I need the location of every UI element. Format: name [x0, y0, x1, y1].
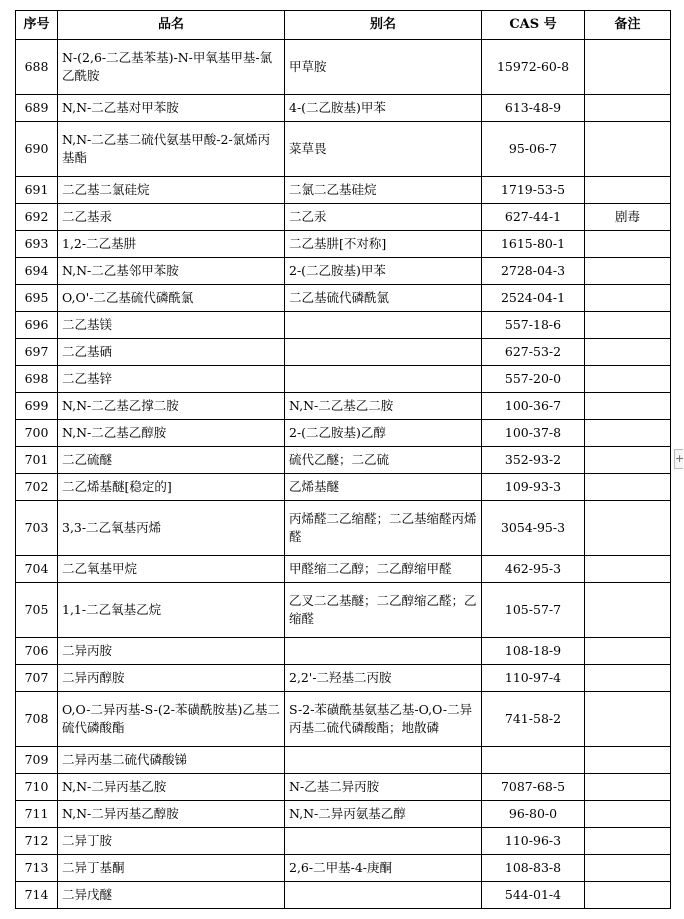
cell-alias — [285, 366, 482, 393]
cell-cas: 15972-60-8 — [482, 40, 585, 95]
cell-cas: 741-58-2 — [482, 692, 585, 747]
cell-note — [585, 122, 671, 177]
cell-alias: 2,2'-二羟基二丙胺 — [285, 665, 482, 692]
cell-no: 711 — [16, 801, 58, 828]
cell-note — [585, 774, 671, 801]
cell-note — [585, 40, 671, 95]
cell-cas: 110-96-3 — [482, 828, 585, 855]
table-row — [16, 583, 671, 638]
cell-alias: 菜草畏 — [285, 122, 482, 177]
cell-alias: 二乙基硫代磷酰氯 — [285, 285, 482, 312]
cell-note — [585, 801, 671, 828]
cell-alias: 2,6-二甲基-4-庚酮 — [285, 855, 482, 882]
cell-name: 二异丙醇胺 — [58, 665, 285, 692]
table-row — [16, 665, 671, 692]
cell-note — [585, 583, 671, 638]
cell-name: 二乙基硒 — [58, 339, 285, 366]
cell-alias: 丙烯醛二乙缩醛；二乙基缩醛丙烯醛 — [285, 501, 482, 556]
cell-cas: 3054-95-3 — [482, 501, 585, 556]
cell-note — [585, 95, 671, 122]
cell-no: 704 — [16, 556, 58, 583]
cell-name: O,O-二异丙基-S-(2-苯磺酰胺基)乙基二硫代磷酸酯 — [58, 692, 285, 747]
cell-note — [585, 828, 671, 855]
table-row — [16, 501, 671, 556]
cell-note — [585, 393, 671, 420]
cell-name: 二乙烯基醚[稳定的] — [58, 474, 285, 501]
table-row — [16, 692, 671, 747]
cell-no: 713 — [16, 855, 58, 882]
cell-note — [585, 638, 671, 665]
cell-name: 1,1-二乙氧基乙烷 — [58, 583, 285, 638]
table-row — [16, 122, 671, 177]
cell-cas: 2728-04-3 — [482, 258, 585, 285]
cell-no: 696 — [16, 312, 58, 339]
cell-name: 二乙基二氯硅烷 — [58, 177, 285, 204]
cell-name: 二异丁基酮 — [58, 855, 285, 882]
cell-name: N,N-二乙基邻甲苯胺 — [58, 258, 285, 285]
header-alias: 别名 — [285, 11, 482, 40]
cell-name: 3,3-二乙氧基丙烯 — [58, 501, 285, 556]
cell-cas: 557-18-6 — [482, 312, 585, 339]
table-row — [16, 420, 671, 447]
cell-cas: 627-53-2 — [482, 339, 585, 366]
cell-no: 708 — [16, 692, 58, 747]
cell-no: 705 — [16, 583, 58, 638]
cell-cas: 7087-68-5 — [482, 774, 585, 801]
table-row — [16, 393, 671, 420]
cell-cas: 108-83-8 — [482, 855, 585, 882]
cell-note — [585, 556, 671, 583]
cell-alias: S-2-苯磺酰基氨基乙基-O,O-二异丙基二硫代磷酸酯；地散磷 — [285, 692, 482, 747]
cell-note — [585, 258, 671, 285]
cell-note — [585, 692, 671, 747]
cell-no: 703 — [16, 501, 58, 556]
cell-alias: N,N-二异丙氨基乙醇 — [285, 801, 482, 828]
cell-no: 707 — [16, 665, 58, 692]
cell-cas: 96-80-0 — [482, 801, 585, 828]
cell-name: N,N-二异丙基乙胺 — [58, 774, 285, 801]
cell-cas: 1615-80-1 — [482, 231, 585, 258]
cell-note — [585, 231, 671, 258]
cell-no: 688 — [16, 40, 58, 95]
cell-name: 二乙氧基甲烷 — [58, 556, 285, 583]
cell-name: N,N-二乙基乙撑二胺 — [58, 393, 285, 420]
cell-no: 712 — [16, 828, 58, 855]
table-row — [16, 285, 671, 312]
cell-no: 702 — [16, 474, 58, 501]
cell-no: 710 — [16, 774, 58, 801]
cell-alias: 二乙基肼[不对称] — [285, 231, 482, 258]
cell-note — [585, 447, 671, 474]
cell-name: N,N-二异丙基乙醇胺 — [58, 801, 285, 828]
cell-name: 二乙硫醚 — [58, 447, 285, 474]
cell-alias: 二乙汞 — [285, 204, 482, 231]
table-header-row — [16, 11, 671, 40]
cell-no: 698 — [16, 366, 58, 393]
cell-note — [585, 366, 671, 393]
cell-note — [585, 882, 671, 909]
cell-note — [585, 855, 671, 882]
header-name: 品名 — [58, 11, 285, 40]
cell-no: 690 — [16, 122, 58, 177]
table-body — [16, 40, 671, 909]
table-row — [16, 366, 671, 393]
cell-alias — [285, 828, 482, 855]
table-row — [16, 312, 671, 339]
cell-cas: 95-06-7 — [482, 122, 585, 177]
cell-no: 709 — [16, 747, 58, 774]
expand-icon[interactable]: + — [674, 449, 683, 469]
table-row — [16, 40, 671, 95]
cell-note — [585, 285, 671, 312]
cell-no: 693 — [16, 231, 58, 258]
cell-alias: 2-(二乙胺基)甲苯 — [285, 258, 482, 285]
table-row — [16, 747, 671, 774]
cell-alias — [285, 882, 482, 909]
table-row — [16, 638, 671, 665]
cell-alias: 4-(二乙胺基)甲苯 — [285, 95, 482, 122]
cell-alias: 甲醛缩二乙醇；二乙醇缩甲醛 — [285, 556, 482, 583]
cell-name: N,N-二乙基乙醇胺 — [58, 420, 285, 447]
cell-name: N,N-二乙基二硫代氨基甲酸-2-氯烯丙基酯 — [58, 122, 285, 177]
cell-name: 二异戊醚 — [58, 882, 285, 909]
chemical-table-container — [15, 10, 671, 909]
cell-alias: 乙烯基醚 — [285, 474, 482, 501]
table-row — [16, 774, 671, 801]
table-row — [16, 204, 671, 231]
header-no: 序号 — [16, 11, 58, 40]
cell-alias: N,N-二乙基乙二胺 — [285, 393, 482, 420]
cell-alias — [285, 638, 482, 665]
cell-note — [585, 474, 671, 501]
chemical-table — [15, 10, 671, 909]
cell-cas: 352-93-2 — [482, 447, 585, 474]
cell-alias — [285, 312, 482, 339]
cell-note — [585, 339, 671, 366]
cell-no: 700 — [16, 420, 58, 447]
cell-name: O,O'-二乙基硫代磷酰氯 — [58, 285, 285, 312]
cell-no: 689 — [16, 95, 58, 122]
table-row — [16, 258, 671, 285]
cell-note — [585, 312, 671, 339]
table-row — [16, 177, 671, 204]
cell-cas: 557-20-0 — [482, 366, 585, 393]
cell-no: 692 — [16, 204, 58, 231]
cell-alias: 乙叉二乙基醚；二乙醇缩乙醛；乙缩醛 — [285, 583, 482, 638]
cell-cas: 627-44-1 — [482, 204, 585, 231]
cell-no: 699 — [16, 393, 58, 420]
cell-alias: 甲草胺 — [285, 40, 482, 95]
cell-note — [585, 747, 671, 774]
table-row — [16, 556, 671, 583]
cell-name: N-(2,6-二乙基苯基)-N-甲氧基甲基-氯乙酰胺 — [58, 40, 285, 95]
cell-no: 694 — [16, 258, 58, 285]
cell-name: 二异丁胺 — [58, 828, 285, 855]
cell-name: 二异丙胺 — [58, 638, 285, 665]
table-row — [16, 801, 671, 828]
cell-cas: 462-95-3 — [482, 556, 585, 583]
cell-note — [585, 665, 671, 692]
cell-name: 二乙基锌 — [58, 366, 285, 393]
cell-alias — [285, 747, 482, 774]
cell-alias: 硫代乙醚；二乙硫 — [285, 447, 482, 474]
cell-name: 二异丙基二硫代磷酸锑 — [58, 747, 285, 774]
cell-name: 1,2-二乙基肼 — [58, 231, 285, 258]
cell-cas: 108-18-9 — [482, 638, 585, 665]
cell-cas: 2524-04-1 — [482, 285, 585, 312]
cell-cas: 109-93-3 — [482, 474, 585, 501]
cell-name: 二乙基汞 — [58, 204, 285, 231]
cell-name: N,N-二乙基对甲苯胺 — [58, 95, 285, 122]
cell-alias — [285, 339, 482, 366]
cell-alias: N-乙基二异丙胺 — [285, 774, 482, 801]
cell-no: 695 — [16, 285, 58, 312]
table-row — [16, 882, 671, 909]
cell-no: 691 — [16, 177, 58, 204]
cell-alias: 2-(二乙胺基)乙醇 — [285, 420, 482, 447]
cell-cas: 613-48-9 — [482, 95, 585, 122]
cell-no: 706 — [16, 638, 58, 665]
table-row — [16, 339, 671, 366]
cell-cas: 100-37-8 — [482, 420, 585, 447]
cell-no: 714 — [16, 882, 58, 909]
cell-note — [585, 501, 671, 556]
cell-cas: 110-97-4 — [482, 665, 585, 692]
table-row — [16, 855, 671, 882]
cell-no: 701 — [16, 447, 58, 474]
cell-name: 二乙基镁 — [58, 312, 285, 339]
cell-cas: 544-01-4 — [482, 882, 585, 909]
cell-no: 697 — [16, 339, 58, 366]
table-row — [16, 828, 671, 855]
cell-cas — [482, 747, 585, 774]
cell-alias: 二氯二乙基硅烷 — [285, 177, 482, 204]
cell-note — [585, 420, 671, 447]
cell-cas: 105-57-7 — [482, 583, 585, 638]
table-row — [16, 231, 671, 258]
table-row — [16, 95, 671, 122]
table-row — [16, 474, 671, 501]
cell-cas: 100-36-7 — [482, 393, 585, 420]
cell-note: 剧毒 — [585, 204, 671, 231]
header-note: 备注 — [585, 11, 671, 40]
cell-note — [585, 177, 671, 204]
header-cas: CAS 号 — [482, 11, 585, 40]
table-row — [16, 447, 671, 474]
cell-cas: 1719-53-5 — [482, 177, 585, 204]
